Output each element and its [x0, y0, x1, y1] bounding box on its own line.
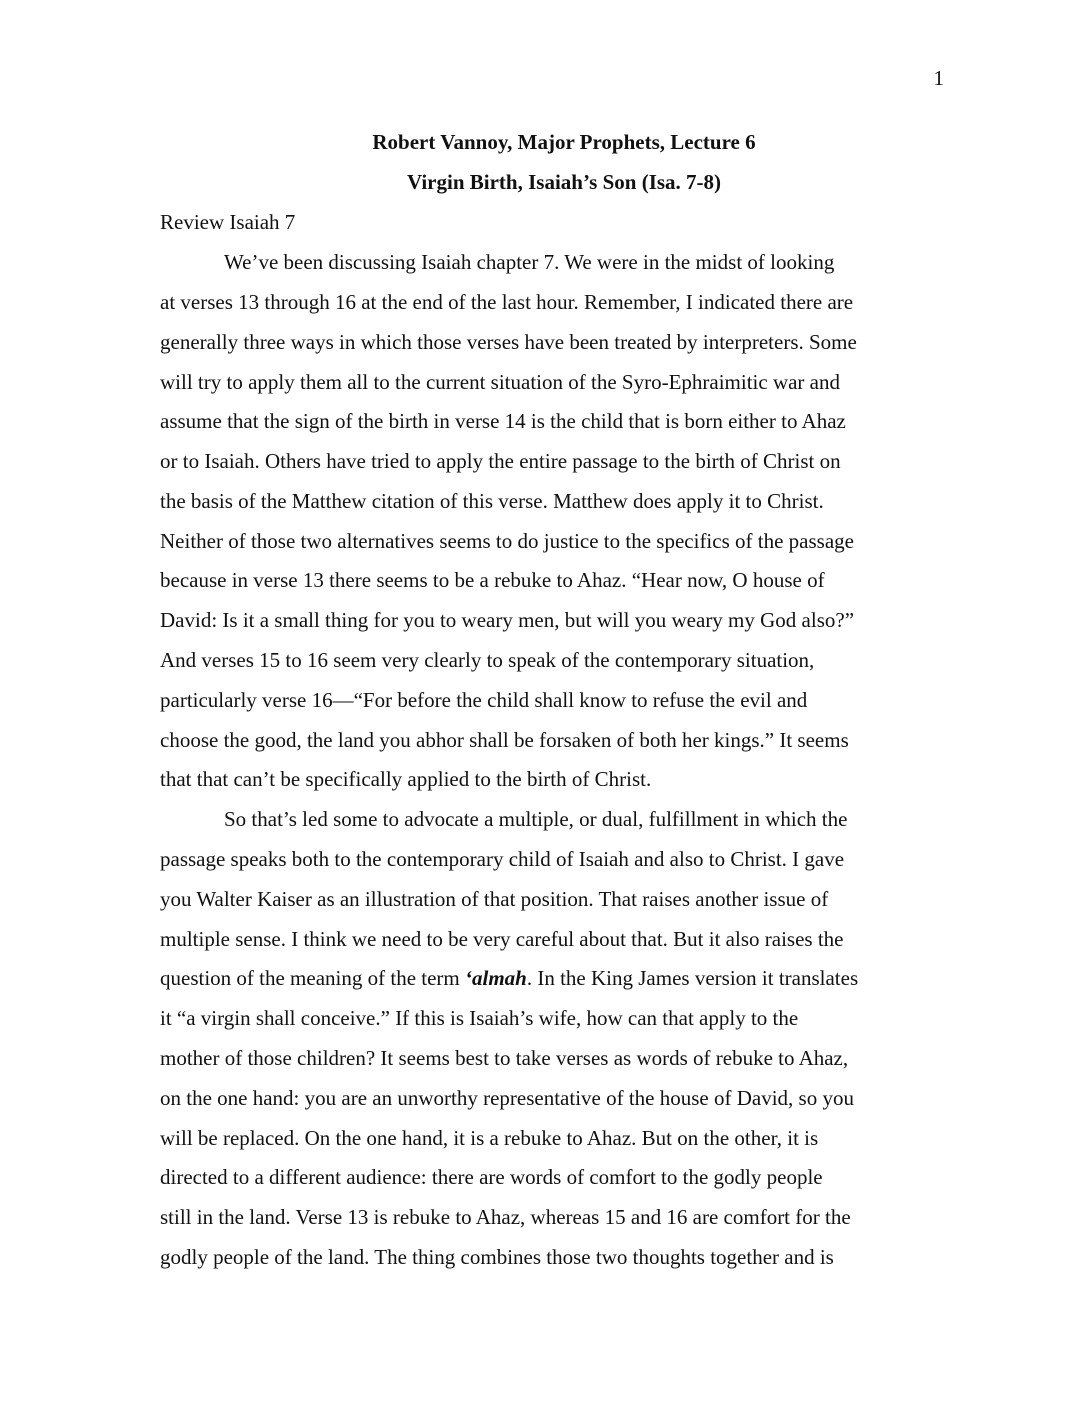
text-line: it “a virgin shall conceive.” If this is Isaiah’s wife, how can that apply to the [160, 1006, 799, 1030]
text-line: because in verse 13 there seems to be a rebuke to Ahaz. “Hear now, O house of [160, 568, 825, 592]
text-line: multiple sense. I think we need to be very careful about that. But it also raises the [160, 927, 844, 951]
text-line: particularly verse 16—“For before the child shall know to refuse the evil and [160, 688, 808, 712]
section-heading: Review Isaiah 7 [160, 210, 296, 234]
text-line: So that’s led some to advocate a multiple, or dual, fulfillment in which the [224, 807, 848, 831]
text-line: mother of those children? It seems best to take verses as words of rebuke to Ahaz, [160, 1046, 849, 1070]
lecture-subtitle: Virgin Birth, Isaiah’s Son (Isa. 7-8) [406, 170, 722, 194]
text-segment: . In the King James version it translates [526, 966, 859, 990]
text-line: that that can’t be specifically applied to the birth of Christ. [160, 767, 652, 791]
text-segment: question of the meaning of the term [160, 966, 466, 990]
text-line: passage speaks both to the contemporary child of Isaiah and also to Christ. I gave [160, 847, 845, 871]
text-line: assume that the sign of the birth in verse 14 is the child that is born either to Ahaz [160, 409, 846, 433]
text-line: still in the land. Verse 13 is rebuke to Ahaz, whereas 15 and 16 are comfort for the [160, 1205, 851, 1229]
text-line: generally three ways in which those verses have been treated by interpreters. Some [160, 330, 857, 354]
text-line: on the one hand: you are an unworthy representative of the house of David, so you [160, 1086, 854, 1110]
text-line: And verses 15 to 16 seem very clearly to speak of the contemporary situation, [160, 648, 815, 672]
text-line: the basis of the Matthew citation of this verse. Matthew does apply it to Christ. [160, 489, 824, 513]
text-line: directed to a different audience: there are words of comfort to the godly people [160, 1165, 823, 1189]
hebrew-term-almah: ‘almah [465, 966, 527, 990]
text-line: or to Isaiah. Others have tried to apply the entire passage to the birth of Christ on [160, 449, 841, 473]
lecture-title: Robert Vannoy, Major Prophets, Lecture 6 [372, 130, 756, 154]
text-line: godly people of the land. The thing combines those two thoughts together and is [160, 1245, 834, 1269]
text-line [160, 964, 858, 992]
text-line: you Walter Kaiser as an illustration of that position. That raises another issue of [160, 887, 829, 911]
text-line: Neither of those two alternatives seems to do justice to the specifics of the passage [160, 529, 854, 553]
text-line: at verses 13 through 16 at the end of the last hour. Remember, I indicated there are [160, 290, 854, 314]
page-number: 1 [933, 66, 944, 90]
text-line: will be replaced. On the one hand, it is a rebuke to Ahaz. But on the other, it is [160, 1126, 819, 1150]
text-line: David: Is it a small thing for you to weary men, but will you weary my God also?” [160, 608, 855, 632]
text-line: choose the good, the land you abhor shall be forsaken of both her kings.” It seems [160, 728, 849, 752]
text-line: We’ve been discussing Isaiah chapter 7. We were in the midst of looking [224, 250, 835, 274]
text-line: will try to apply them all to the current situation of the Syro-Ephraimitic war and [160, 370, 840, 394]
